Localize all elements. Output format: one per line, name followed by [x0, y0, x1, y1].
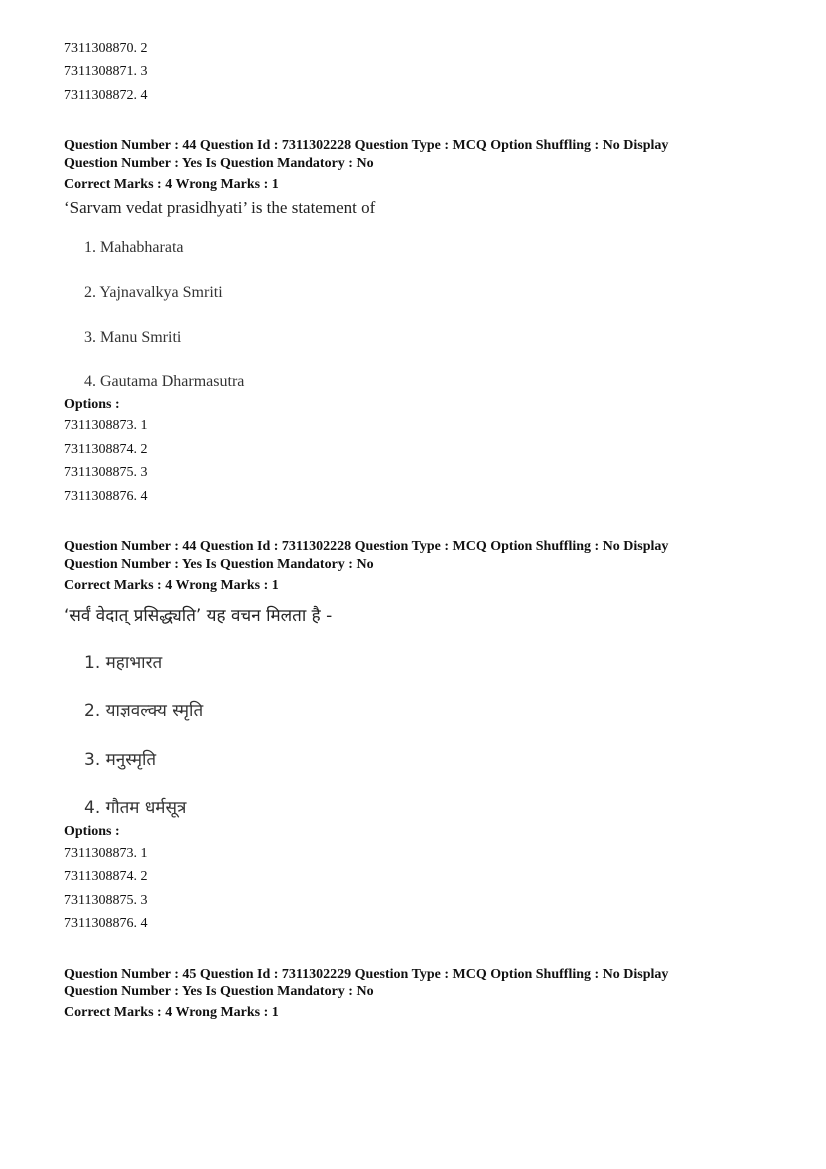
option-line: 7311308876. 4: [64, 489, 148, 504]
question-mandatory-line: Question Number : Yes Is Question Mandatory : No: [64, 984, 374, 999]
options-label: Options :: [64, 824, 120, 839]
answer-choice: 1. महाभारत: [84, 653, 163, 673]
option-line: 7311308870. 2: [64, 41, 148, 56]
answer-choice: 4. Gautama Dharmasutra: [84, 373, 245, 390]
question-stem: ‘Sarvam vedat prasidhyati’ is the statement of: [64, 198, 376, 217]
marks-line: Correct Marks : 4 Wrong Marks : 1: [64, 578, 279, 593]
answer-choice: 3. मनुस्मृति: [84, 750, 157, 770]
question-stem: ‘सर्वं वेदात् प्रसिद्ध्यति’ यह वचन मिलता है -: [64, 606, 333, 626]
options-label: Options :: [64, 397, 120, 412]
marks-line: Correct Marks : 4 Wrong Marks : 1: [64, 177, 279, 192]
question-meta-line: Question Number : 44 Question Id : 7311302228 Question Type : MCQ Option Shuffling : No Display: [64, 539, 669, 554]
answer-choice: 4. गौतम धर्मसूत्र: [84, 798, 187, 818]
option-line: 7311308871. 3: [64, 64, 148, 79]
option-line: 7311308874. 2: [64, 869, 148, 884]
option-line: 7311308876. 4: [64, 916, 148, 931]
question-meta-line: Question Number : 44 Question Id : 7311302228 Question Type : MCQ Option Shuffling : No Display: [64, 138, 669, 153]
option-line: 7311308873. 1: [64, 418, 148, 433]
option-line: 7311308875. 3: [64, 893, 148, 908]
option-line: 7311308875. 3: [64, 465, 148, 480]
answer-choice: 2. याज्ञवल्क्य स्मृति: [84, 701, 204, 721]
marks-line: Correct Marks : 4 Wrong Marks : 1: [64, 1005, 279, 1020]
question-meta-line: Question Number : 45 Question Id : 7311302229 Question Type : MCQ Option Shuffling : No Display: [64, 967, 669, 982]
question-mandatory-line: Question Number : Yes Is Question Mandatory : No: [64, 156, 374, 171]
answer-choice: 2. Yajnavalkya Smriti: [84, 284, 223, 301]
option-line: 7311308872. 4: [64, 88, 148, 103]
answer-choice: 1. Mahabharata: [84, 239, 184, 256]
question-mandatory-line: Question Number : Yes Is Question Mandatory : No: [64, 557, 374, 572]
option-line: 7311308873. 1: [64, 846, 148, 861]
option-line: 7311308874. 2: [64, 442, 148, 457]
answer-choice: 3. Manu Smriti: [84, 329, 182, 346]
